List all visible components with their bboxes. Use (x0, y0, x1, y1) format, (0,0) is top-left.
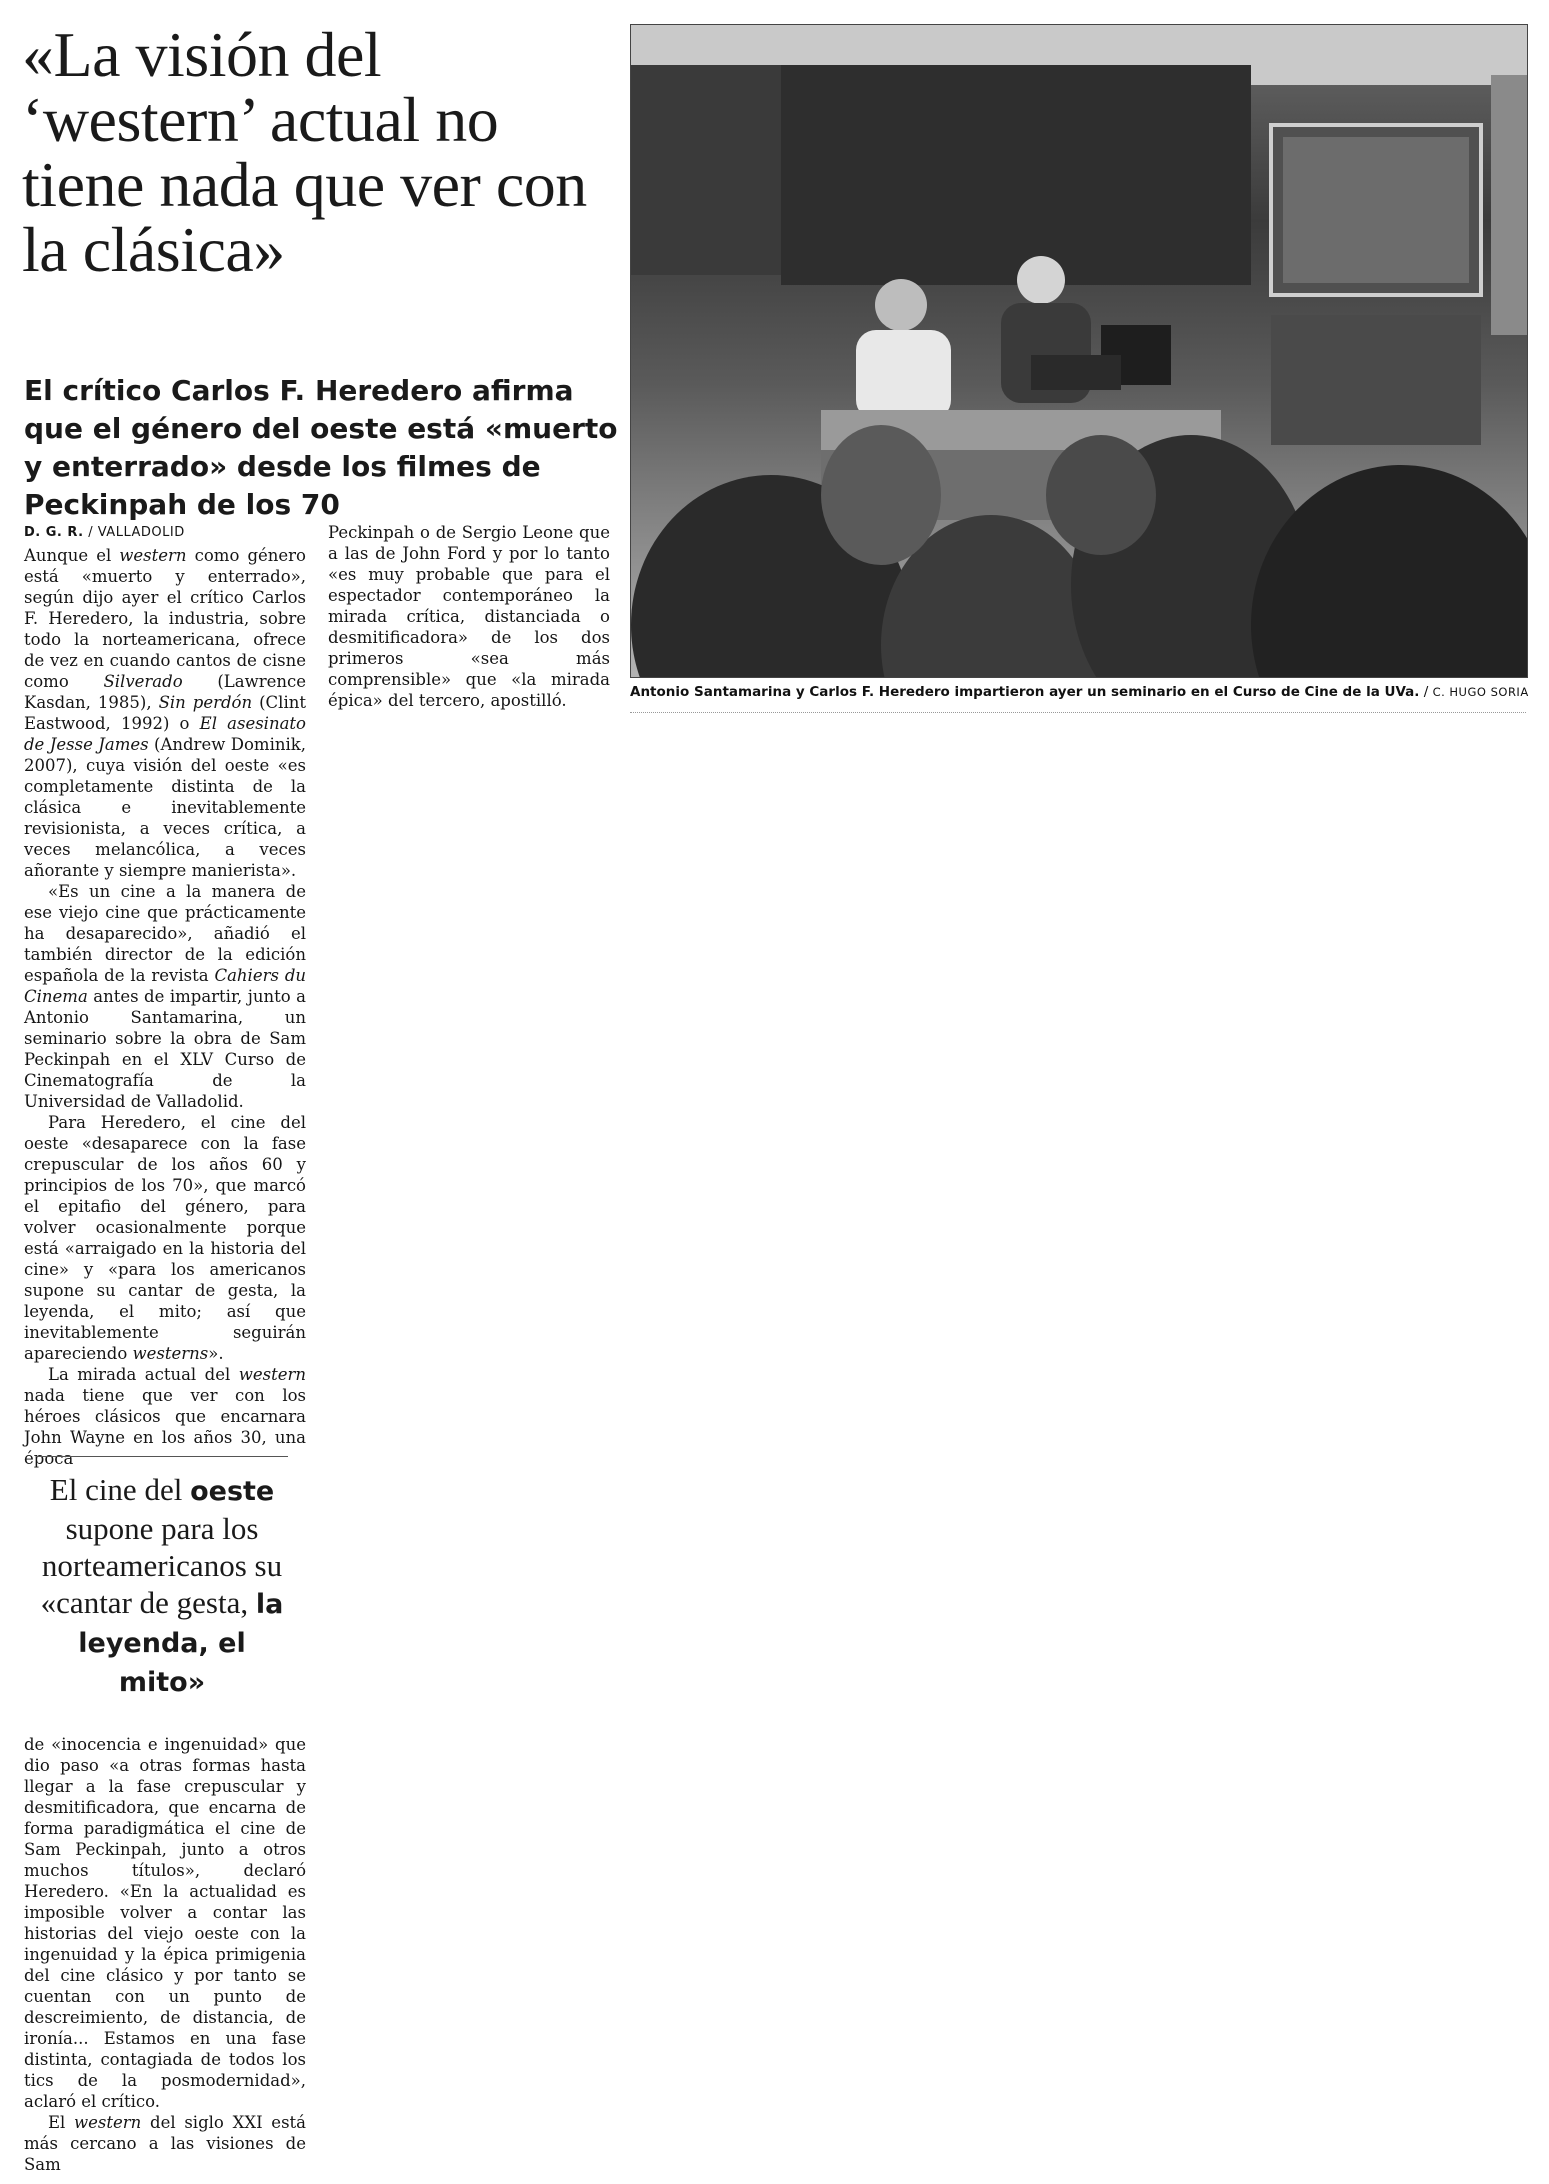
paragraph-7: Peckinpah o de Sergio Leone que a las de John Ford y por lo tanto «es muy probable que para el espectador contemporáneo la mirada crítica, distanciada o desmitificadora» de los dos primeros «sea más comprensible» que «la mirada épica» del tercero, apostilló. (328, 523, 610, 710)
photo-caption: Antonio Santamarina y Carlos F. Heredero impartieron ayer un seminario en el Curso de Cine de la UVa. / C. HUGO SORIA (630, 684, 1529, 700)
paragraph-2: «Es un cine a la manera de ese viejo cine que prácticamente ha desaparecido», añadió el también director de la edición española de la revista Cahiers du Cinema antes de impartir, junto a Antonio Santamarina, un seminario sobre la obra de Sam Peckinpah en el XLV Curso de Cinematografía de la Universidad de Valladolid. (24, 882, 307, 1111)
headline: «La visión del ‘western’ actual no tiene nada que ver con la clásica» (22, 19, 587, 285)
paragraph-1: Aunque el western como género está «muerto y enterrado», según dijo ayer el crítico Carlos F. Heredero, la industria, sobre todo la norteamericana, ofrece de vez en cuando cantos de cisne como Silverado (Lawrence Kasdan, 1985), Sin perdón (Clint Eastwood, 1992) o El asesinato de Jesse James (Andrew Dominik, 2007), cuya visión del oeste «es completamente distinta de la clásica e inevitablemente revisionista, a veces crítica, a veces melancólica, a veces añorante y siempre manierista». (24, 546, 306, 880)
byline: D. G. R. / VALLADOLID (24, 525, 185, 540)
article-column-1-continued (24, 1734, 306, 2175)
caption-text: Antonio Santamarina y Carlos F. Heredero impartieron ayer un seminario en el Curso de Cine de la UVa. (630, 684, 1420, 700)
pullquote: El cine del oeste supone para los norteamericanos su «cantar de gesta, la leyenda, el mito» (40, 1472, 284, 1698)
seminar-photo-illustration (631, 25, 1527, 677)
photo-credit: C. HUGO SORIA (1432, 685, 1529, 699)
paragraph-6: El western del siglo XXI está más cercano a las visiones de Sam (24, 2113, 306, 2174)
paragraph-5: de «inocencia e ingenuidad» que dio paso «a otras formas hasta llegar a la fase crepuscular y desmitificadora, que encarna de forma paradigmática el cine de Sam Peckinpah, junto a otros muchos títulos», declaró Heredero. «En la actualidad es imposible volver a contar las historias del viejo oeste con la ingenuidad y la épica primigenia del cine clásico y por tanto se cuentan con un punto de descreimiento, de distancia, de ironía... Estamos en una fase distinta, contagiada de todos los tics de la posmodernidad», aclaró el crítico. (24, 1735, 306, 2111)
article-column-2 (328, 522, 610, 711)
article-column-1 (24, 522, 306, 1469)
pullquote-box (36, 1456, 288, 1701)
paragraph-3: Para Heredero, el cine del oeste «desaparece con la fase crepuscular de los años 60 y principios de los 70», que marcó el epitafio del género, para volver ocasionalmente porque está «arraigado en la historia del cine» y «para los americanos supone su cantar de gesta, la leyenda, el mito; así que inevitablemente seguirán apareciendo westerns». (24, 1113, 306, 1363)
byline-location: VALLADOLID (97, 525, 185, 540)
byline-author: D. G. R. (24, 525, 84, 540)
seminar-photo (630, 24, 1528, 678)
subheadline: El crítico Carlos F. Heredero afirma que el género del oeste está «muerto y enterrado» desde los filmes de Peckinpah de los 70 (24, 374, 618, 521)
paragraph-4: La mirada actual del western nada tiene que ver con los héroes clásicos que encarnara John Wayne en los años 30, una época (24, 1365, 306, 1468)
caption-divider (630, 712, 1526, 713)
